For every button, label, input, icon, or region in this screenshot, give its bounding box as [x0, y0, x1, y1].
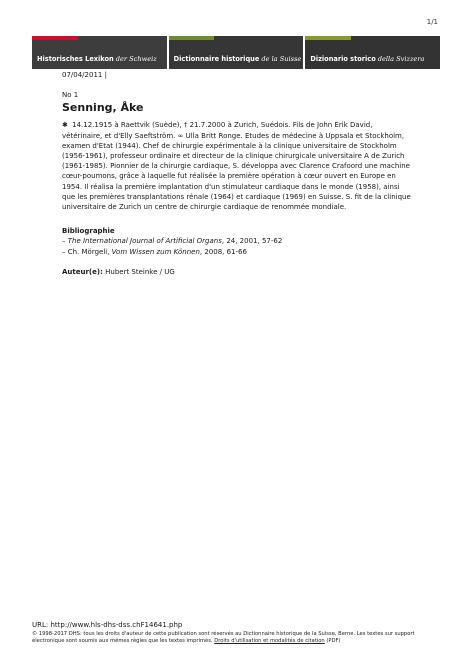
banner-accent-stripe	[305, 36, 351, 40]
banner-label: Dizionario storico	[310, 55, 376, 63]
bibliography-item	[62, 236, 412, 246]
article-number: No 1	[62, 91, 79, 100]
bibliography-prefix: – Ch. Mörgeli,	[62, 247, 112, 256]
footer-legal-link[interactable]: Droits d'utilisation et modalités de citation	[214, 638, 325, 644]
birth-mark-icon: ✱	[62, 121, 68, 130]
page-footer	[32, 621, 442, 645]
banner-panel-german[interactable]	[32, 36, 167, 69]
author-label: Auteur(e):	[62, 267, 103, 276]
article-date: 07/04/2011 |	[62, 71, 107, 79]
banner-accent-stripe	[32, 36, 78, 40]
bibliography-prefix: –	[62, 237, 68, 246]
banner-panel-italian[interactable]	[305, 36, 440, 69]
article-biography	[62, 120, 412, 212]
bibliography-details: , 24, 2001, 57-62	[221, 237, 283, 246]
bibliography-item	[62, 247, 412, 257]
article-title: Senning, Åke	[62, 101, 144, 115]
banner-label-italic: della Svizzera	[377, 55, 425, 63]
footer-legal	[32, 631, 442, 645]
footer-legal-suffix: (PDF)	[324, 638, 341, 644]
banner-label: Historisches Lexikon	[37, 55, 114, 63]
banner-label-italic: de la Suisse	[261, 55, 302, 63]
biography-text: 14.12.1915 à Raettvik (Suède), † 21.7.2000 à Zurich, Suédois. Fils de John Erik David, vétérinaire, et d'Elly Saeftström. ∞ Ulla Britt Ronge. Etudes de médecine à Uppsala et Stockholm, examen d'Etat (1944). Chef de chirurgie expérimentale à la clinique universitaire de Stockholm (1956-1961), professeur ordinaire et directeur de la clinique chirurgicale universitaire A de Zurich (1961-1985). Pionnier de la chirurgie cardiaque, S. développa avec Clarence Crafoord une machine cœur-poumons, grâce à laquelle fut réalisée la première opération à cœur ouvert en Europe en 1954. Il réalisa la première implantation d'un stimulateur cardiaque dans le monde (1958), ainsi que les premières transplantations rénale (1964) et cardiaque (1969) en Suisse. S. fit de la clinique universitaire de Zurich un centre de chirurgie cardiaque de renommée mondiale.	[62, 121, 411, 212]
banner-accent-stripe	[169, 36, 215, 40]
author-value: Hubert Steinke / UG	[102, 267, 175, 276]
bibliography-heading: Bibliographie	[62, 227, 115, 236]
page-number: 1/1	[426, 18, 438, 26]
bibliography-details: , 2008, 61-66	[199, 247, 247, 256]
banner-panel-french[interactable]	[169, 36, 304, 69]
dhs-banner	[32, 36, 440, 69]
article-author	[62, 267, 412, 277]
footer-legal-text: © 1998-2017 DHS: tous les droits d'auteur de cette publication sont réservés au Dictionnaire historique de la Suisse, Berne. Les textes sur support électronique sont soumis aux mêmes règles que les textes imprimés.	[32, 631, 415, 644]
banner-label: Dictionnaire historique	[173, 55, 260, 63]
banner-label-italic: der Schweiz	[115, 55, 157, 63]
bibliography-title: Vom Wissen zum Können	[111, 247, 200, 256]
bibliography-title: The International Journal of Artificial Organs	[67, 237, 222, 246]
article-content	[62, 70, 412, 277]
footer-url[interactable]: URL: http://www.hls-dhs-dss.chF14641.php	[32, 621, 183, 629]
